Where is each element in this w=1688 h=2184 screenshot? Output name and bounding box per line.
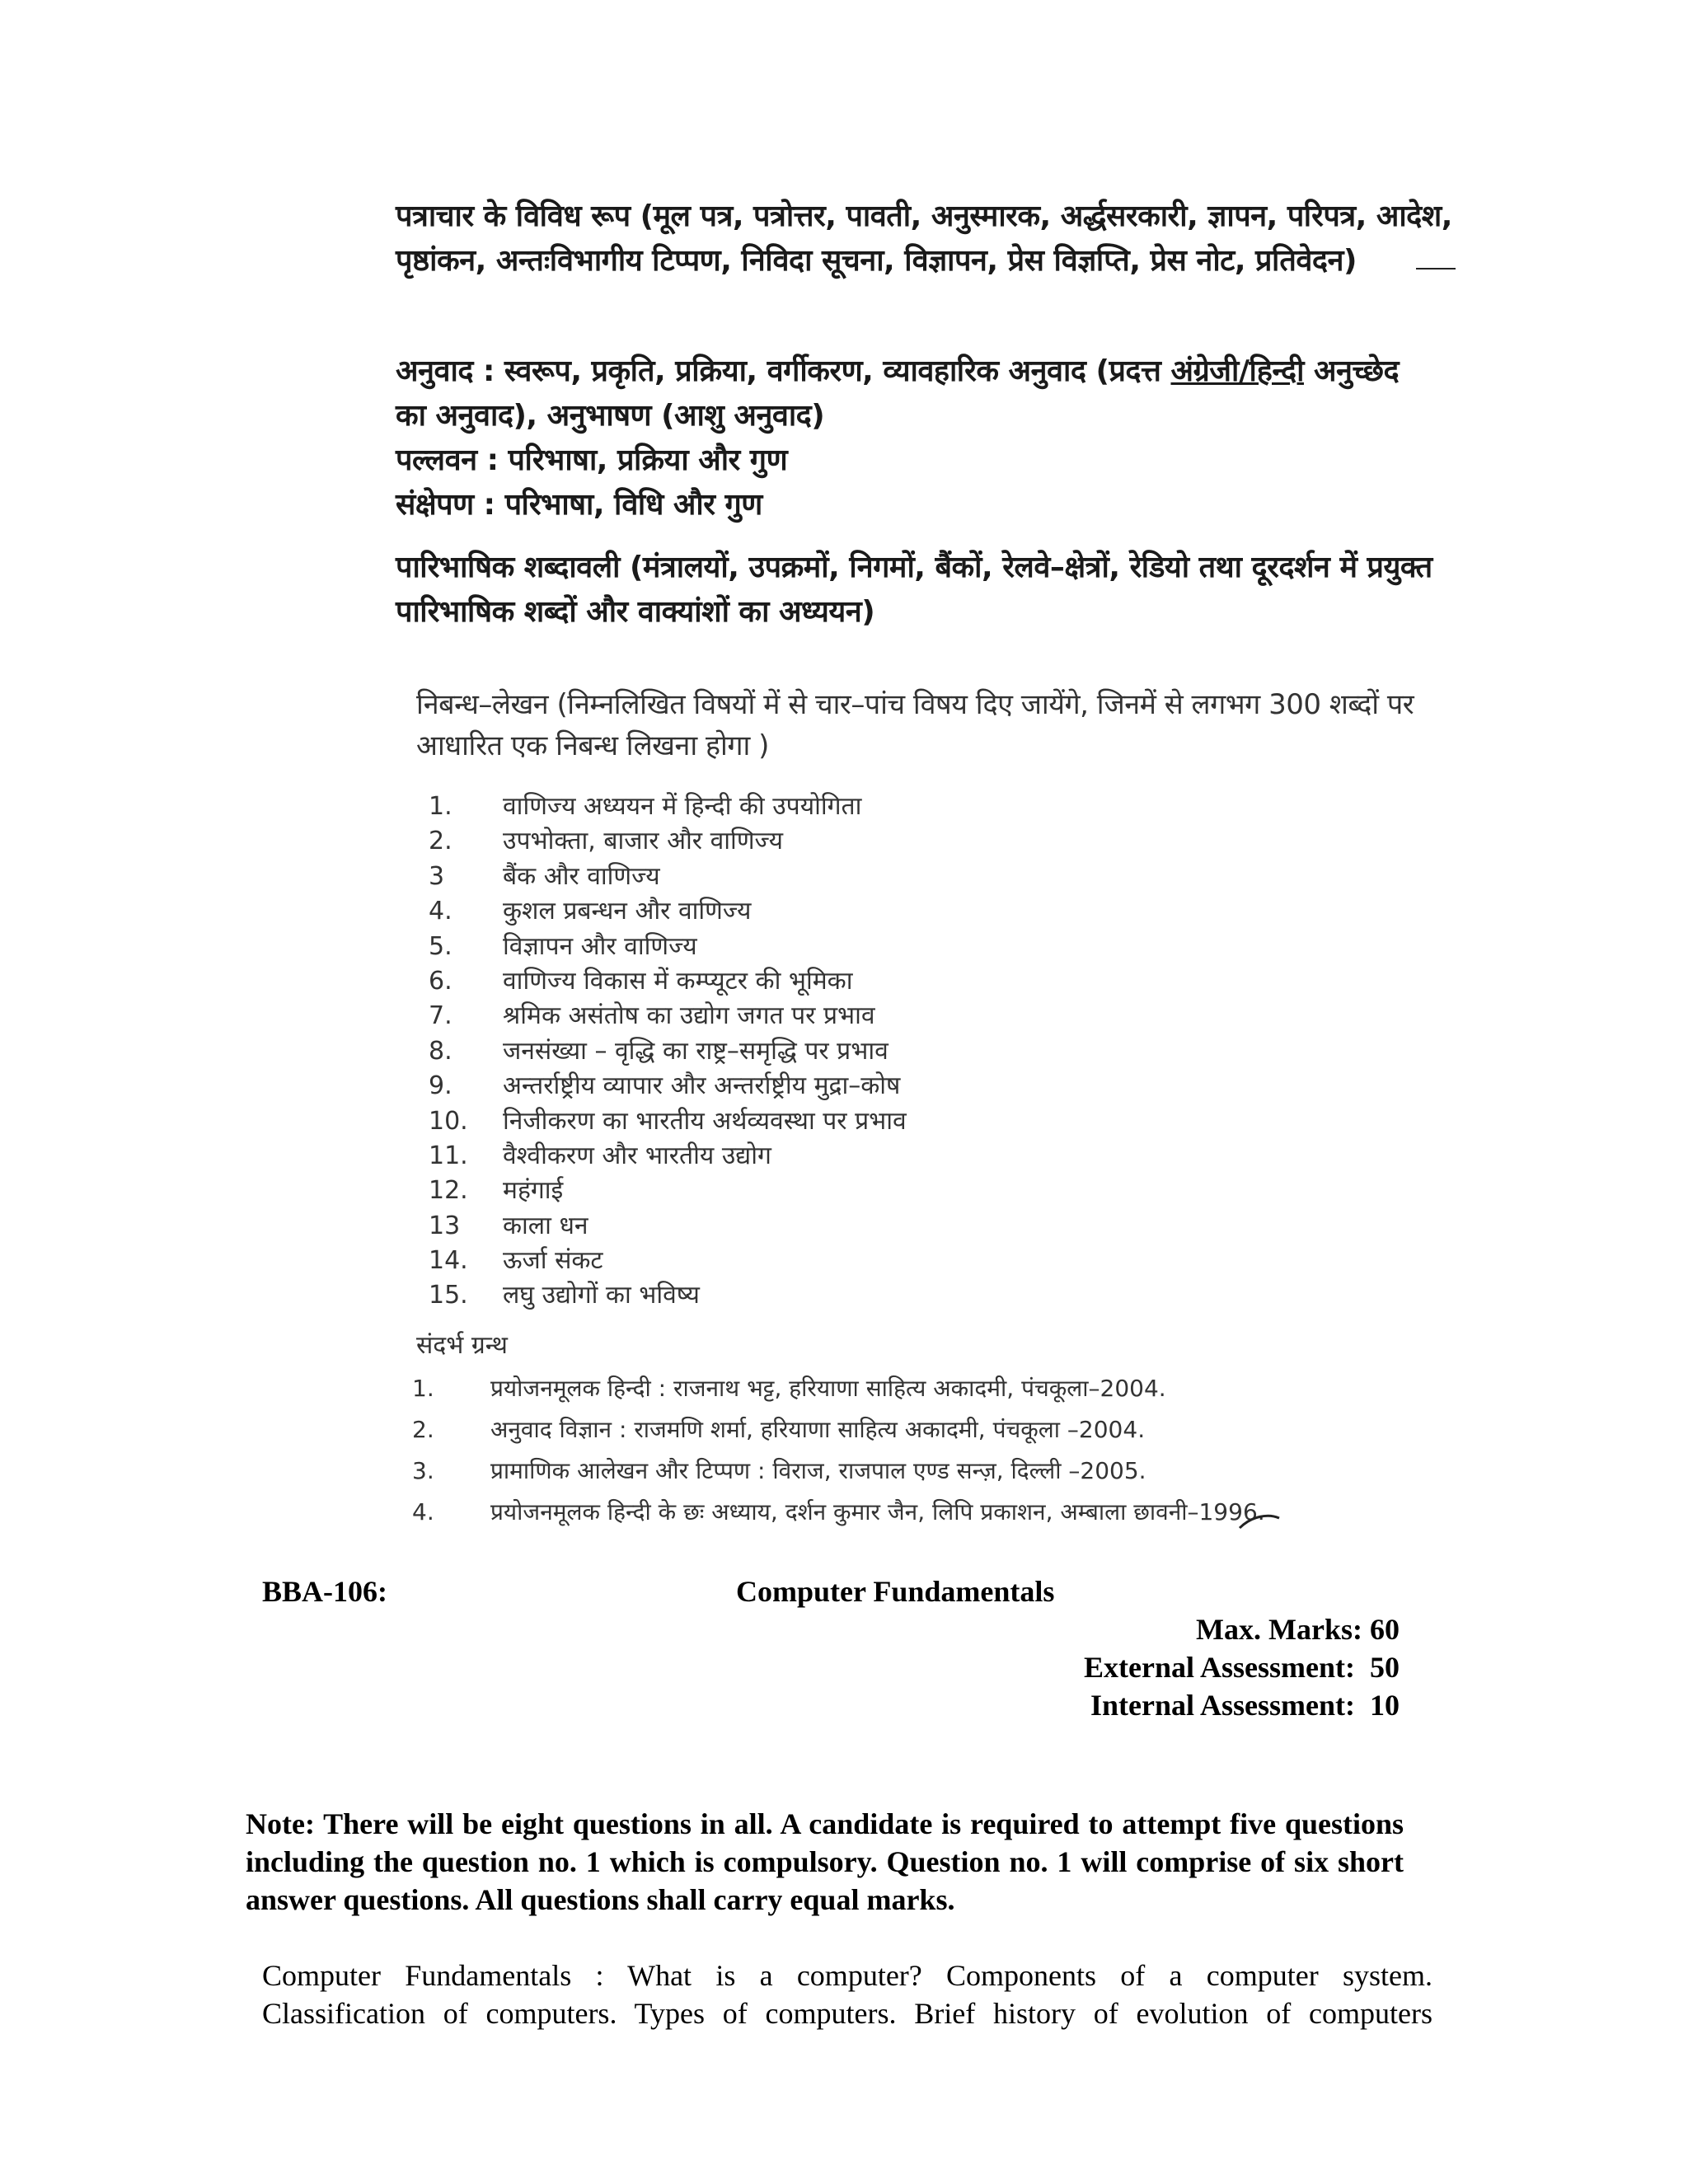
- external-assessment: External Assessment: 50: [1084, 1651, 1400, 1684]
- correspondence-paragraph: [396, 194, 1467, 284]
- expansion-line: पल्लवन : परिभाषा, प्रक्रिया और गुण: [396, 443, 788, 477]
- translation-line-2: का अनुवाद), अनुभाषण (आशु अनुवाद): [396, 399, 825, 433]
- translation-line-1: [396, 349, 1467, 394]
- syllabus-line-2: Classification of computers. Types of computers. Brief history of evolution of computers: [262, 1997, 1432, 2030]
- summary-line: संक्षेपण : परिभाषा, विधि और गुण: [396, 488, 762, 522]
- signature-squiggle-icon: [1236, 1508, 1286, 1533]
- essay-line-1: निबन्ध–लेखन (निम्नलिखित विषयों में से चार–पांच विषय दिए जायेंगे, जिनमें से लगभग 300 शब्दों पर: [416, 688, 1414, 721]
- correspondence-line-1: पत्राचार के विविध रूप (मूल पत्र, पत्रोत्तर, पावती, अनुस्मारक, अर्द्धसरकारी, ज्ञापन, परिपत्र, आदेश,: [396, 199, 1452, 233]
- list-item: 7. श्रमिक असंतोष का उद्योग जगत पर प्रभाव: [429, 1001, 875, 1031]
- max-marks: Max. Marks: 60: [1196, 1613, 1400, 1646]
- essay-paragraph: [416, 684, 1447, 766]
- syllabus-line-1: Computer Fundamentals : What is a computer? Components of a computer system.: [262, 1959, 1432, 1992]
- references-list: [412, 1368, 1319, 1533]
- terminology-line-1: पारिभाषिक शब्दावली (मंत्रालयों, उपक्रमों, निगमों, बैंकों, रेलवे–क्षेत्रों, रेडियो तथा दूरदर्शन में प्रयुक्त: [396, 551, 1432, 584]
- internal-assessment: Internal Assessment: 10: [1090, 1689, 1400, 1722]
- list-item: 10. निजीकरण का भारतीय अर्थव्यवस्था पर प्रभाव: [429, 1106, 907, 1136]
- terminology-paragraph: [396, 546, 1467, 635]
- list-item: 15. लघु उद्योगों का भविष्य: [429, 1281, 700, 1310]
- terminology-line-2: पारिभाषिक शब्दों और वाक्यांशों का अध्ययन): [396, 595, 875, 629]
- list-item: 3 बैंक और वाणिज्य: [429, 861, 660, 891]
- syllabus-text: [262, 1957, 1432, 2032]
- list-item: 2. अनुवाद विज्ञान : राजमणि शर्मा, हरियाणा साहित्य अकादमी, पंचकूला –2004.: [412, 1416, 1146, 1443]
- margin-dash: [1416, 268, 1456, 269]
- list-item: 1. प्रयोजनमूलक हिन्दी : राजनाथ भट्ट, हरियाणा साहित्य अकादमी, पंचकूला–2004.: [412, 1375, 1166, 1402]
- list-item: 13 काला धन: [429, 1211, 588, 1240]
- translation-line-1-a: अनुवाद : स्वरूप, प्रकृति, प्रक्रिया, वर्गीकरण, व्यावहारिक अनुवाद (प्रदत्त: [396, 354, 1171, 388]
- exam-note: Note: There will be eight questions in all. A candidate is required to attempt five questions including the question no. 1 which is compulsory. Question no. 1 will comprise of six short answer questions. All questions shall carry equal marks.: [246, 1807, 1404, 1916]
- list-item: 9. अन्तर्राष्ट्रीय व्यापार और अन्तर्राष्ट्रीय मुद्रा–कोष: [429, 1071, 901, 1101]
- list-item: 4. प्रयोजनमूलक हिन्दी के छः अध्याय, दर्शन कुमार जैन, लिपि प्रकाशन, अम्बाला छावनी–1996.: [412, 1498, 1265, 1526]
- translation-paragraph: [396, 349, 1467, 527]
- list-item: 12. महंगाई: [429, 1176, 564, 1206]
- translation-line-1-b: अनुच्छेद: [1303, 354, 1400, 388]
- essay-line-2: आधारित एक निबन्ध लिखना होगा ): [416, 729, 769, 762]
- course-title: Computer Fundamentals: [736, 1575, 1055, 1608]
- list-item: 6. वाणिज्य विकास में कम्प्यूटर की भूमिका: [429, 966, 853, 996]
- references-heading: संदर्भ ग्रन्थ: [416, 1331, 508, 1360]
- list-item: 4. कुशल प्रबन्धन और वाणिज्य: [429, 897, 752, 926]
- list-item: 3. प्रामाणिक आलेखन और टिप्पण : विराज, राजपाल एण्ड सन्ज़, दिल्ली –2005.: [412, 1457, 1146, 1484]
- course-code: BBA-106:: [262, 1575, 387, 1608]
- translation-underlined: अंग्रेजी/हिन्दी: [1170, 354, 1304, 388]
- essay-topic-list: [429, 790, 1418, 1314]
- list-item: 2. उपभोक्ता, बाजार और वाणिज्य: [429, 827, 784, 856]
- correspondence-line-2: पृष्ठांकन, अन्तःविभागीय टिप्पण, निविदा सूचना, विज्ञापन, प्रेस विज्ञप्ति, प्रेस नोट, प्रतिवेदन): [396, 244, 1357, 278]
- list-item: 11. वैश्वीकरण और भारतीय उद्योग: [429, 1141, 771, 1170]
- list-item: 8. जनसंख्या – वृद्धि का राष्ट्र–समृद्धि पर प्रभाव: [429, 1036, 889, 1066]
- list-item: 14. ऊर्जा संकट: [429, 1246, 603, 1276]
- list-item: 5. विज्ञापन और वाणिज्य: [429, 931, 697, 961]
- list-item: 1. वाणिज्य अध्ययन में हिन्दी की उपयोगिता: [429, 792, 862, 821]
